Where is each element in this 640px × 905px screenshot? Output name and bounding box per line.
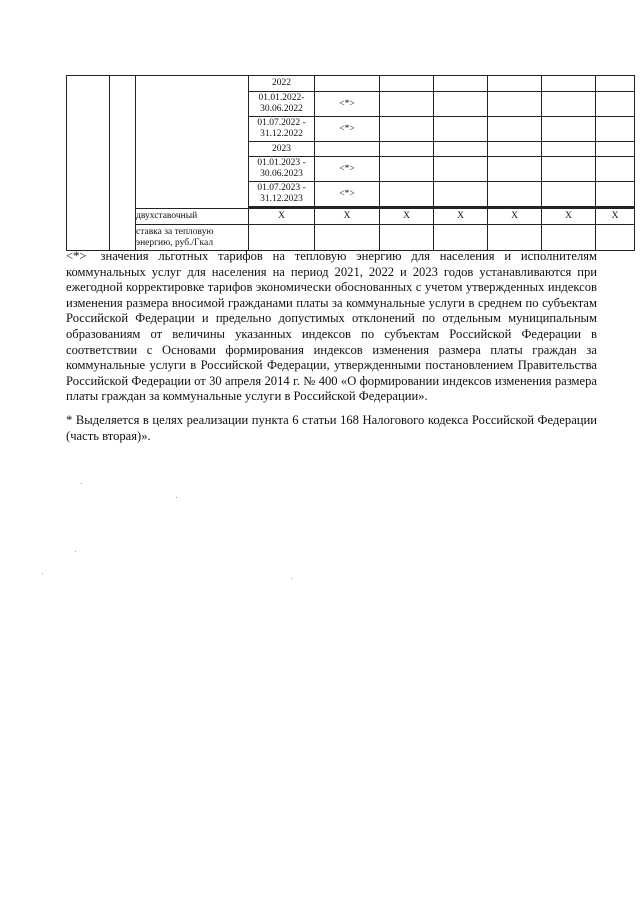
x-mark-cell: X [380,209,434,225]
year-2023-cell: 2023 [249,142,315,157]
period-cell: 01.01.2023 - 30.06.2023 [249,157,315,182]
x-mark-cell: X [596,209,635,225]
tariff-mark-cell: <*> [315,92,380,117]
tax-code-note: * Выделяется в целях реализации пункта 6 статьи 168 Налогового кодекса Российской Федерации (часть вторая)». [66,413,597,443]
footnote-marker: <*> [66,249,87,263]
year-2022-cell: 2022 [249,76,315,92]
tariff-mark-cell: <*> [315,117,380,142]
scan-speck [75,551,76,552]
scan-speck [42,573,43,574]
table-cell-blank [110,76,136,251]
x-mark-cell: X [488,209,542,225]
tariff-mark-cell: <*> [315,157,380,182]
footnote-paragraph [66,249,597,405]
period-cell: 01.07.2022 - 31.12.2022 [249,117,315,142]
period-cell: 01.01.2022- 30.06.2022 [249,92,315,117]
tariff-mark-cell: <*> [315,182,380,207]
table-cell-blank [67,76,110,251]
two-part-label-cell: двухставочный [136,209,249,225]
scan-speck [176,497,177,498]
tariff-table [66,75,635,251]
table-row [67,209,635,225]
x-mark-cell: X [434,209,488,225]
heat-rate-label-cell: ставка за тепловую энергию, руб./Гкал [136,225,249,251]
x-mark-cell: X [542,209,596,225]
period-cell: 01.07.2023 - 31.12.2023 [249,182,315,207]
x-mark-cell: X [249,209,315,225]
scan-speck [81,483,82,484]
table-row [67,225,635,251]
x-mark-cell: X [315,209,380,225]
table-cell-blank [136,76,249,209]
footnote-text: значения льготных тарифов на тепловую энергию для населения и исполнителям коммунальных услуг для населения на период 2021, 2022 и 2023 годов устанавливаются при ежегодной корректировке тарифов экономически обоснованных с учетом утвержденных индексов изменения размера вносимой гражданами платы за коммунальные услуги в среднем по субъектам Российской Федерации и предельно допустимых отклонений по отдельным муниципальным образованиям от величины указанных индексов по субъектам Российской Федерации в соответствии с Основами формирования индексов изменения размера платы граждан за коммунальные услуги в Российской Федерации, утвержденными постановлением Правительства Российской Федерации от 30 апреля 2014 г. № 400 «О формировании индексов изменения размера платы граждан за коммунальные услуги в Российской Федерации». [66,249,597,404]
scan-speck [291,578,292,579]
table-row [67,76,635,92]
